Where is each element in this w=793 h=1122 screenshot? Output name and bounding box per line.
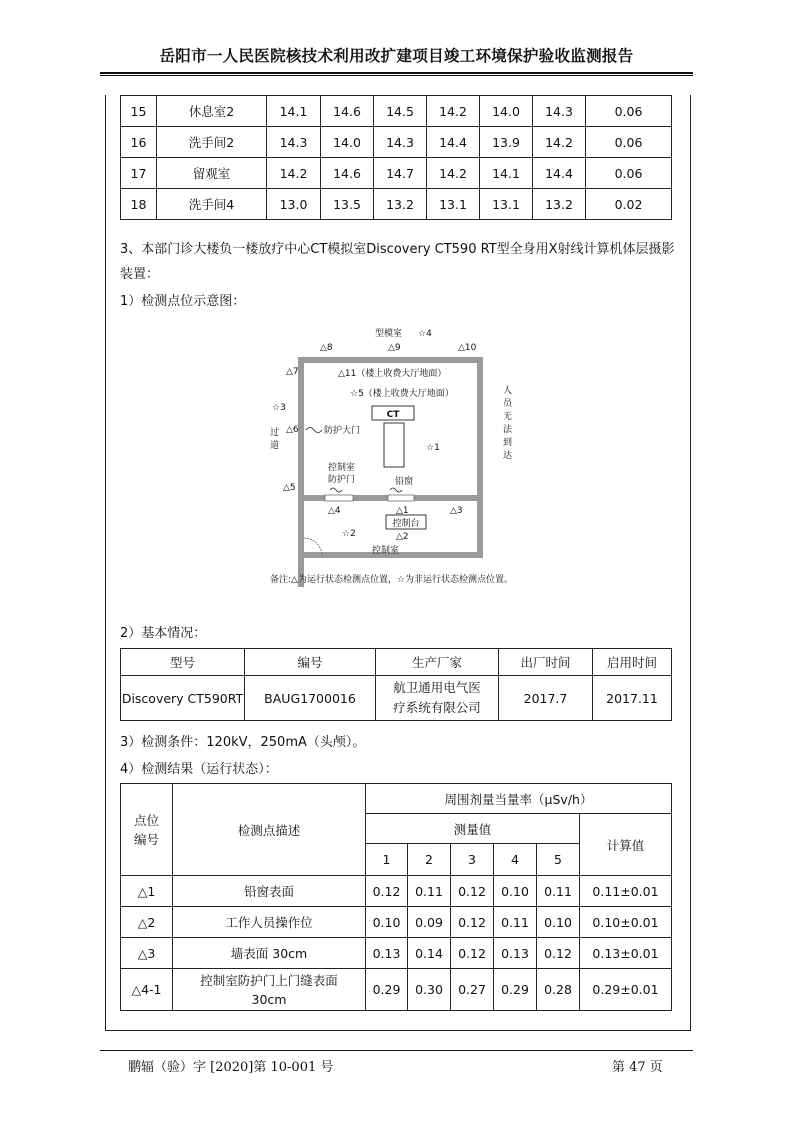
unreach-char-4: 法 <box>503 425 513 435</box>
basic-maker-line1: 航卫通用电气医 <box>393 680 481 695</box>
basic-header-model: 型号 <box>121 649 245 676</box>
table-cell: 13.5 <box>321 189 374 220</box>
control-room-label: 控制室 <box>372 546 400 556</box>
measured-value-cell: 0.27 <box>451 969 494 1011</box>
lead-window-label: 铅窗 <box>395 477 414 487</box>
basic-maker-line2: 疗系统有限公司 <box>393 700 481 715</box>
table-cell: 14.1 <box>480 158 533 189</box>
header-measure-col: 4 <box>494 844 537 876</box>
point-8: △8 <box>320 343 333 353</box>
measured-value-cell: 0.29 <box>366 969 408 1011</box>
table-row <box>121 876 672 907</box>
ctrl-door-wave-icon <box>330 488 342 492</box>
door-wave-icon <box>306 428 322 433</box>
basic-model: Discovery CT590RT <box>121 676 245 721</box>
measured-value-cell: 0.10 <box>366 907 408 938</box>
table-row <box>121 127 672 158</box>
header-measure-col: 1 <box>366 844 408 876</box>
diagram-note: 备注:△为运行状态检测点位置，☆为非运行状态检测点位置。 <box>270 575 514 585</box>
table-cell: 18 <box>121 189 157 220</box>
point-star-5: ☆5（楼上收费大厅地面） <box>350 389 454 399</box>
header-point-id-1: 点位 <box>133 812 159 828</box>
point-id-cell: △3 <box>121 938 173 969</box>
measured-value-cell: 0.12 <box>451 907 494 938</box>
footer-doc-number: 鹏辐（验）字 [2020]第 10-001 号 <box>128 1060 334 1075</box>
wall-ctrl-right <box>477 495 483 555</box>
measured-value-cell: 0.10 <box>537 907 580 938</box>
monitoring-point-diagram <box>250 320 550 595</box>
wall-top <box>303 357 483 363</box>
header-point-id-2: 编号 <box>133 831 159 847</box>
point-star-3: ☆3 <box>272 403 286 413</box>
point-id-cell: △4-1 <box>121 969 173 1011</box>
point-4: △4 <box>328 506 341 516</box>
basic-info-table <box>120 648 672 721</box>
basic-serial: BAUG1700016 <box>245 676 376 721</box>
table-cell: 0.02 <box>586 189 672 220</box>
wall-right <box>477 357 483 497</box>
basic-start-date: 2017.11 <box>593 676 672 721</box>
table-cell: 休息室2 <box>157 96 267 127</box>
measured-value-cell: 0.28 <box>537 969 580 1011</box>
table-row <box>121 938 672 969</box>
console-label: 控制台 <box>392 519 420 529</box>
test-conditions: 3）检测条件：120kV，250mA（头颅）。 <box>120 735 366 750</box>
top-measurement-table <box>120 95 672 220</box>
table-cell: 14.2 <box>427 158 480 189</box>
table-row <box>121 96 672 127</box>
table-row <box>121 158 672 189</box>
footer-page-number: 第 47 页 <box>612 1060 663 1075</box>
basic-header-factory-date: 出厂时间 <box>499 649 593 676</box>
ct-label: CT <box>386 410 400 420</box>
room-label-top: 型模室 <box>375 329 403 339</box>
basic-header-maker: 生产厂家 <box>376 649 499 676</box>
calculated-value-cell: 0.13±0.01 <box>580 938 672 969</box>
table-cell: 13.2 <box>374 189 427 220</box>
point-star-1: ☆1 <box>426 443 440 453</box>
calculated-value-cell: 0.29±0.01 <box>580 969 672 1011</box>
table-cell: 13.2 <box>533 189 586 220</box>
unreach-char-5: 到 <box>503 438 513 448</box>
measured-value-cell: 0.12 <box>537 938 580 969</box>
basic-maker <box>376 676 499 721</box>
point-7: △7 <box>286 367 299 377</box>
table-cell: 14.6 <box>321 96 374 127</box>
table-cell: 13.0 <box>267 189 321 220</box>
header-rule <box>100 72 693 74</box>
table-cell: 0.06 <box>586 158 672 189</box>
door-gap-window <box>388 495 414 501</box>
unreach-char-1: 人 <box>503 386 513 396</box>
measured-value-cell: 0.30 <box>408 969 451 1011</box>
table-cell: 14.3 <box>267 127 321 158</box>
table-row <box>121 907 672 938</box>
measured-value-cell: 0.11 <box>408 876 451 907</box>
description-cell <box>173 969 366 1011</box>
measured-value-cell: 0.12 <box>451 938 494 969</box>
section3-title-line2: 装置： <box>120 267 160 282</box>
point-star-4-top: ☆4 <box>418 329 432 339</box>
point-1: △1 <box>396 506 409 516</box>
table-cell: 13.9 <box>480 127 533 158</box>
measured-value-cell: 0.29 <box>494 969 537 1011</box>
table-cell: 14.2 <box>427 96 480 127</box>
corridor-char-1: 过 <box>270 428 280 438</box>
measured-value-cell: 0.11 <box>494 907 537 938</box>
table-cell: 留观室 <box>157 158 267 189</box>
table-cell: 14.1 <box>267 96 321 127</box>
window-wave-icon <box>390 488 402 492</box>
table-cell: 14.2 <box>533 127 586 158</box>
header-measure-col: 2 <box>408 844 451 876</box>
measured-value-cell: 0.10 <box>494 876 537 907</box>
table-cell: 14.6 <box>321 158 374 189</box>
main-door-label: 防护大门 <box>324 426 361 436</box>
unreach-char-6: 达 <box>503 451 513 461</box>
table-cell: 17 <box>121 158 157 189</box>
section3-title-line1: 3、本部门诊大楼负一楼放疗中心CT模拟室Discovery CT590 RT型全身用X射线计算机体层摄影 <box>120 242 675 257</box>
description-line-2: 30cm <box>251 991 287 1007</box>
table-cell: 13.1 <box>427 189 480 220</box>
table-row <box>121 189 672 220</box>
description-line-1: 控制室防护门上门缝表面 <box>200 972 338 988</box>
description-cell: 墙表面 30cm <box>173 938 366 969</box>
measured-value-cell: 0.11 <box>537 876 580 907</box>
measured-value-cell: 0.09 <box>408 907 451 938</box>
calculated-value-cell: 0.11±0.01 <box>580 876 672 907</box>
description-cell: 工作人员操作位 <box>173 907 366 938</box>
header-point-id <box>121 784 173 876</box>
table-cell: 14.5 <box>374 96 427 127</box>
header-dose-rate: 周围剂量当量率（μSv/h） <box>366 784 672 814</box>
table-cell: 16 <box>121 127 157 158</box>
corridor-char-2: 道 <box>270 441 280 451</box>
header-calculated: 计算值 <box>580 814 672 876</box>
table-cell: 14.4 <box>533 158 586 189</box>
table-cell: 14.0 <box>480 96 533 127</box>
table-row <box>121 969 672 1011</box>
point-9: △9 <box>388 343 401 353</box>
table-cell: 洗手间2 <box>157 127 267 158</box>
door-gap-left <box>325 495 353 501</box>
basic-header-start-date: 启用时间 <box>593 649 672 676</box>
calculated-value-cell: 0.10±0.01 <box>580 907 672 938</box>
ct-couch <box>384 423 404 467</box>
point-5: △5 <box>283 483 296 493</box>
point-id-cell: △2 <box>121 907 173 938</box>
basic-header-serial: 编号 <box>245 649 376 676</box>
table-cell: 13.1 <box>480 189 533 220</box>
point-6: △6 <box>286 425 299 435</box>
header-measured: 测量值 <box>366 814 580 844</box>
page-header-title: 岳阳市一人民医院核技术利用改扩建项目竣工环境保护验收监测报告 <box>159 46 634 65</box>
measured-value-cell: 0.12 <box>366 876 408 907</box>
sub-heading-diagram: 1）检测点位示意图： <box>120 294 246 309</box>
table-cell: 14.2 <box>267 158 321 189</box>
table-cell: 14.7 <box>374 158 427 189</box>
point-3: △3 <box>450 506 463 516</box>
header-rule-thin <box>100 75 693 76</box>
description-cell: 铅窗表面 <box>173 876 366 907</box>
table-cell: 15 <box>121 96 157 127</box>
sub-heading-results: 4）检测结果（运行状态）： <box>120 762 278 777</box>
header-measure-col: 3 <box>451 844 494 876</box>
table-cell: 0.06 <box>586 127 672 158</box>
unreach-char-2: 员 <box>503 399 513 409</box>
table-cell: 洗手间4 <box>157 189 267 220</box>
ctrl-door-label-2: 防护门 <box>328 475 356 485</box>
ctrl-door-label-1: 控制室 <box>328 463 356 473</box>
point-10: △10 <box>458 343 477 353</box>
point-id-cell: △1 <box>121 876 173 907</box>
table-cell: 14.4 <box>427 127 480 158</box>
results-table <box>120 783 672 1011</box>
point-2: △2 <box>396 532 409 542</box>
basic-factory-date: 2017.7 <box>499 676 593 721</box>
point-star-2: ☆2 <box>342 529 356 539</box>
table-cell: 14.3 <box>533 96 586 127</box>
table-cell: 14.0 <box>321 127 374 158</box>
header-measure-col: 5 <box>537 844 580 876</box>
measured-value-cell: 0.13 <box>494 938 537 969</box>
unreach-char-3: 无 <box>503 412 513 422</box>
measured-value-cell: 0.14 <box>408 938 451 969</box>
measured-value-cell: 0.13 <box>366 938 408 969</box>
table-cell: 14.3 <box>374 127 427 158</box>
footer-rule <box>100 1050 693 1051</box>
point-11: △11（楼上收费大厅地面） <box>338 369 447 379</box>
measured-value-cell: 0.12 <box>451 876 494 907</box>
sub-heading-basic: 2）基本情况： <box>120 626 207 641</box>
header-description: 检测点描述 <box>173 784 366 876</box>
table-cell: 0.06 <box>586 96 672 127</box>
